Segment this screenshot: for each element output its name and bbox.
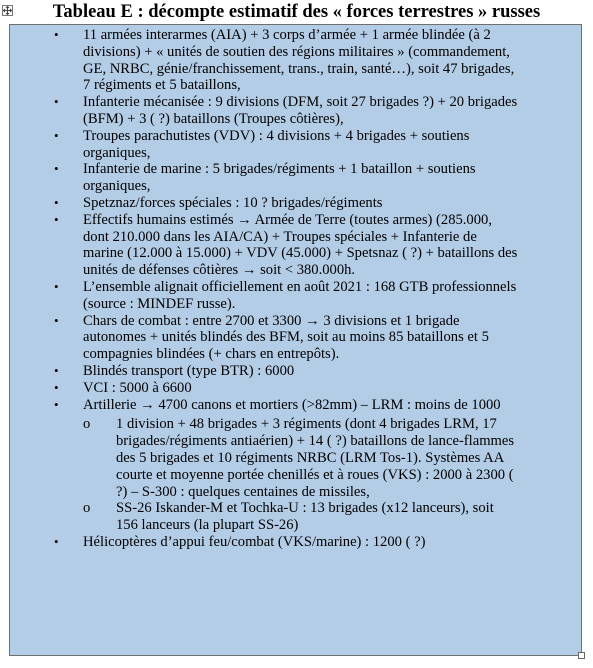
list-item xyxy=(10,380,581,397)
bullet-icon: • xyxy=(54,127,59,143)
list-item xyxy=(10,128,581,162)
list-item xyxy=(10,397,581,534)
bullet-icon: • xyxy=(54,194,59,210)
sub-list xyxy=(83,413,519,534)
bullet-icon: • xyxy=(54,533,59,549)
list-item-text: Artillerie → 4700 canons et mortiers (>82mm) – LRM : moins de 1000 xyxy=(83,396,501,413)
list-item xyxy=(10,27,581,94)
list-item-text: VCI : 5000 à 6600 xyxy=(83,379,192,396)
bullet-icon: • xyxy=(54,396,59,412)
list-item-text: Infanterie de marine : 5 brigades/régiments + 1 bataillon + soutiens organiques, xyxy=(83,161,476,195)
list-item-text: Troupes parachutistes (VDV) : 4 divisions + 4 brigades + soutiens organiques, xyxy=(83,127,470,161)
list-item xyxy=(10,94,581,128)
bullet-icon: • xyxy=(54,278,59,294)
sub-list-item-text: SS-26 Iskander-M et Tochka-U : 13 brigades (x12 lanceurs), soit 156 lanceurs (la plupart SS-26) xyxy=(116,500,494,534)
bullet-icon: • xyxy=(54,161,59,177)
sub-list-item xyxy=(83,500,519,534)
list-item-text: Effectifs humains estimés → Armée de Terre (toutes armes) (285.000, dont 210.000 dans les AIA/CA) + Troupes spéciales + Infanterie de marine (12.000 à 15.000) + VDV (45.000) + Spetsnaz ( ?) + bataillons des unités de défenses côtières → soit < 380.000h. xyxy=(83,211,518,279)
list-item xyxy=(10,313,581,363)
list-item-text: Chars de combat : entre 2700 et 3300 → 3 divisions et 1 brigade autonomes + unités blindés des BFM, soit au moins 85 bataillons et 5 compagnies blindées (+ chars en entrepôts). xyxy=(83,312,489,363)
list-item-text: Blindés transport (type BTR) : 6000 xyxy=(83,362,295,379)
table-title: Tableau E : décompte estimatif des « forces terrestres » russes xyxy=(52,2,541,22)
list-item-text: Hélicoptères d’appui feu/combat (VKS/marine) : 1200 ( ?) xyxy=(83,533,426,550)
list-item-text: 11 armées interarmes (AIA) + 3 corps d’armée + 1 armée blindée (à 2 divisions) + « unités de soutien des régions militaires » (commandement, GE, NRBC, génie/franchissement, trans., train, santé…), soit 47 brigades, 7 régiments et 5 bataillons, xyxy=(83,27,515,94)
bullet-icon: • xyxy=(54,94,59,110)
list-item-text: Spetznaz/forces spéciales : 10 ? brigades/régiments xyxy=(83,194,383,211)
sub-bullet-icon: o xyxy=(83,500,91,517)
bullet-icon: • xyxy=(54,312,59,328)
bullet-icon: • xyxy=(54,211,59,227)
list-item xyxy=(10,195,581,212)
sub-list-item-text: 1 division + 48 brigades + 3 régiments (dont 4 brigades LRM, 17 brigades/régiments antiaérien) + 14 ( ?) bataillons de lance-flammes des 5 brigades et 10 régiments NRBC (LRM Tos-1). Systèmes AA courte et moyenne portée chenillés et à roues (VKS) : 2000 à 2300 ( ?) – S-300 : quelques centaines de missiles, xyxy=(116,416,515,500)
bullet-icon: • xyxy=(54,379,59,395)
list-item xyxy=(10,534,581,551)
list-item xyxy=(10,212,581,279)
sub-list-item xyxy=(83,416,519,500)
list-item-text: L’ensemble alignait officiellement en août 2021 : 168 GTB professionnels (source : MINDEF russe). xyxy=(83,278,517,312)
list-item-text: Infanterie mécanisée : 9 divisions (DFM, soit 27 brigades ?) + 20 brigades (BFM) + 3 ( ?) bataillons (Troupes côtières), xyxy=(83,94,518,127)
list-item xyxy=(10,279,581,313)
table-resize-handle[interactable] xyxy=(578,652,585,659)
list-item xyxy=(10,363,581,380)
bullet-icon: • xyxy=(54,27,59,42)
table-cell[interactable] xyxy=(9,24,582,656)
sub-bullet-icon: o xyxy=(83,416,91,433)
bullet-list xyxy=(10,25,581,551)
bullet-icon: • xyxy=(54,362,59,378)
list-item xyxy=(10,161,581,195)
